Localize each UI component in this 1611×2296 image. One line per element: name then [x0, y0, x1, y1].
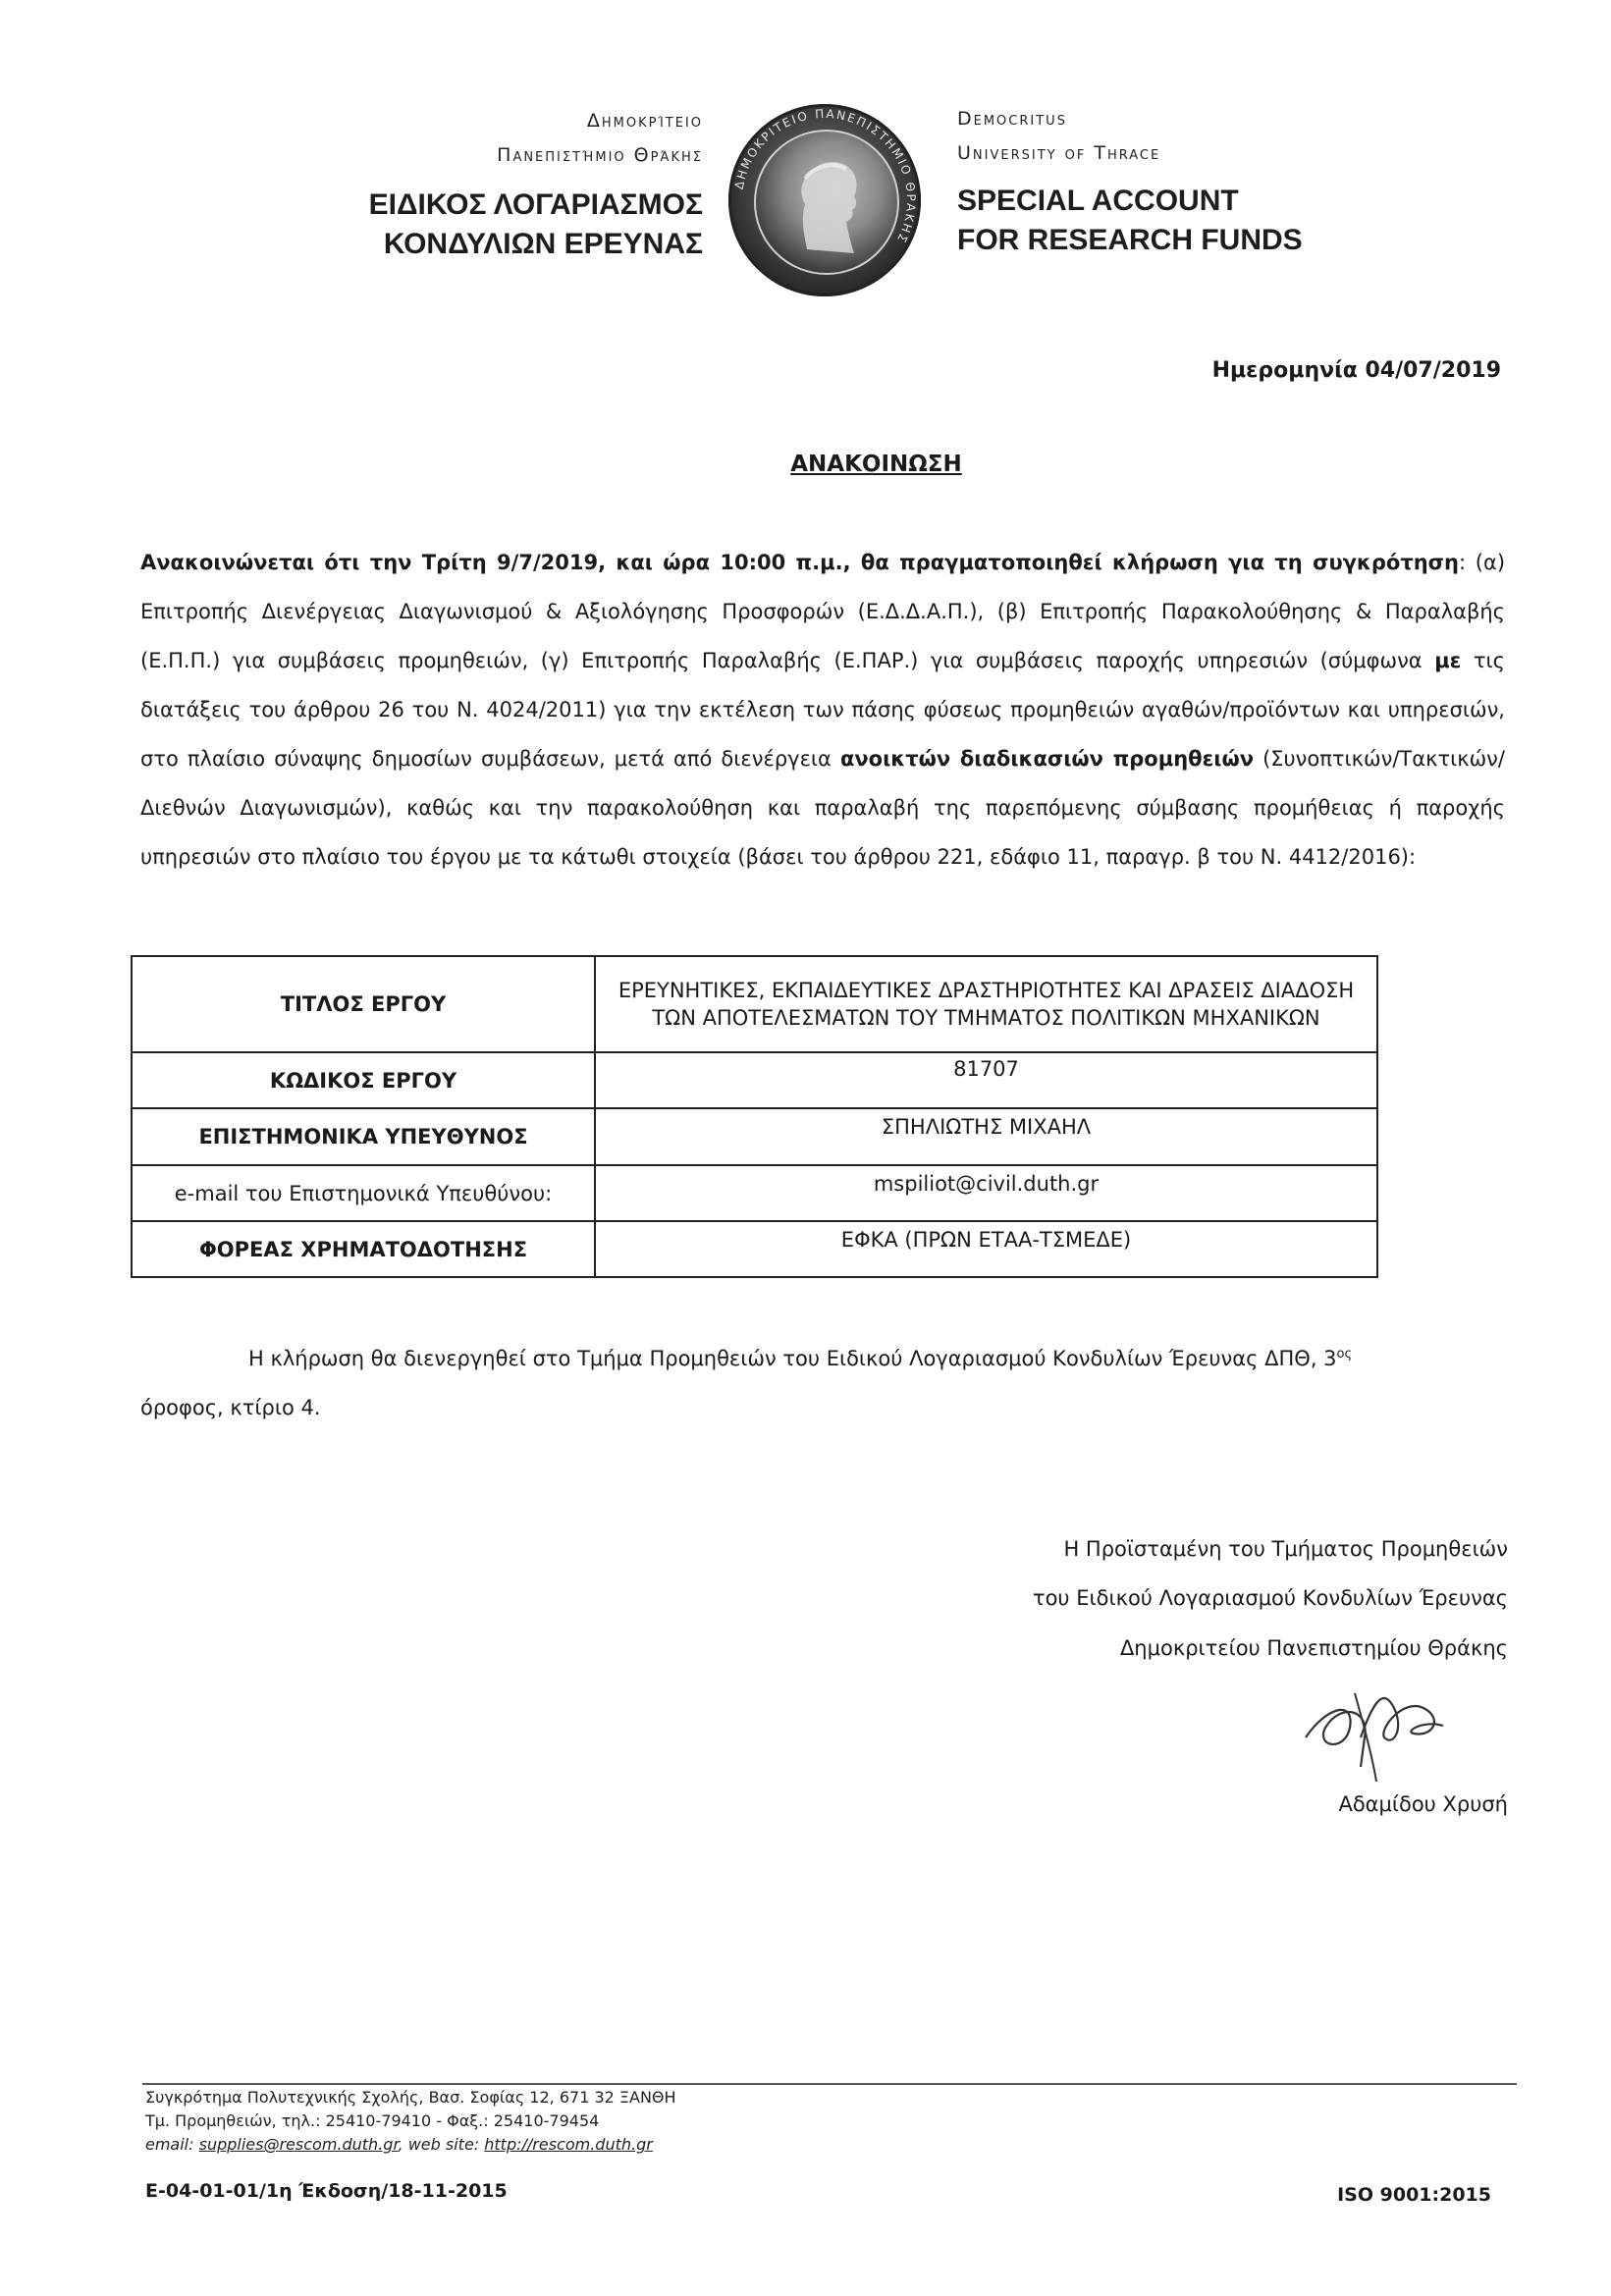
header-gr-line1: Δημοκρίτειο — [586, 110, 703, 132]
header-gr-line3: ΕΙΔΙΚΟΣ ΛΟΓΑΡΙΑΣΜΟΣ — [368, 188, 703, 221]
table-row — [132, 1165, 1377, 1221]
table-row — [132, 1108, 1377, 1165]
footer-email-label: email: — [145, 2135, 199, 2154]
row-value-funding: ΕΦΚΑ (ΠΡΩΝ ΕΤΑΑ-ΤΣΜΕΔΕ) — [595, 1221, 1377, 1277]
seal-portrait — [754, 130, 899, 275]
announcement-paragraph — [140, 538, 1505, 881]
header-en-line3: SPECIAL ACCOUNT — [957, 185, 1239, 217]
footer-contact — [145, 2134, 653, 2156]
header-gr-line4: ΚΟΝΔΥΛΙΩΝ ΕΡΕΥΝΑΣ — [383, 228, 703, 260]
footer-phone: Τμ. Προμηθειών, τηλ.: 25410-79410 - Φαξ.: 25410-79454 — [145, 2111, 600, 2130]
row-value-code: 81707 — [595, 1052, 1377, 1108]
header-gr-line2: Πανεπιστήμιο Θράκης — [497, 144, 703, 166]
row-label-funding: ΦΟΡΕΑΣ ΧΡΗΜΑΤΟΔΟΤΗΣΗΣ — [132, 1221, 595, 1277]
header-en-line1: Democritus — [957, 108, 1067, 130]
table-row — [132, 956, 1377, 1052]
row-value-email: mspiliot@civil.duth.gr — [595, 1165, 1377, 1221]
footer-divider — [142, 2083, 1517, 2085]
table-row — [132, 1221, 1377, 1277]
table-row — [132, 1052, 1377, 1108]
paragraph-text-b: τις διατάξεις του άρθρου 26 του Ν. 4024/2011) για την εκτέλεση των πάσης φύσεως προμηθειών αγαθών/προϊόντων και υπηρεσιών, στο πλαίσιο σύναψης δημοσίων συμβάσεων, μετά από διενέργεια — [140, 649, 1505, 771]
footer-web-label: , web site: — [398, 2135, 485, 2154]
location-paragraph — [140, 1330, 1510, 1432]
paragraph-bold-c: ανοικτών διαδικασιών προμηθειών — [839, 747, 1254, 771]
signature-line3: Δημοκριτείου Πανεπιστημίου Θράκης — [1119, 1636, 1508, 1660]
paragraph-bold-b: με — [1434, 649, 1462, 672]
portrait-icon — [756, 132, 897, 273]
location-text: Η κλήρωση θα διενεργηθεί στο Τμήμα Προμηθειών του Ειδικού Λογαριασμού Κονδυλίων Έρευνας ΔΠΘ, 3 — [248, 1347, 1337, 1370]
footer-email-link[interactable]: supplies@rescom.duth.gr — [198, 2135, 399, 2154]
paragraph-bold-a: Ανακοινώνεται ότι την Τρίτη 9/7/2019, και ώρα 10:00 π.μ., θα πραγματοποιηθεί κλήρωση για τη συγκρότηση — [140, 551, 1459, 574]
location-sup: ος — [1336, 1347, 1353, 1362]
row-value-title: ΕΡΕΥΝΗΤΙΚΕΣ, ΕΚΠΑΙΔΕΥΤΙΚΕΣ ΔΡΑΣΤΗΡΙΟΤΗΤΕΣ ΚΑΙ ΔΡΑΣΕΙΣ ΔΙΑΔΟΣΗ ΤΩΝ ΑΠΟΤΕΛΕΣΜΑΤΩΝ ΤΟΥ ΤΜΗΜΑΤΟΣ ΠΟΛΙΤΙΚΩΝ ΜΗΧΑΝΙΚΩΝ — [595, 956, 1377, 1052]
footer-address: Συγκρότημα Πολυτεχνικής Σχολής, Βασ. Σοφίας 12, 671 32 ΞΑΝΘΗ — [145, 2088, 676, 2107]
header-en-line2: University of Thrace — [957, 142, 1161, 164]
paragraph-text-c: (Συνοπτικών/Τακτικών/Διεθνών Διαγωνισμών), καθώς και την παρακολούθηση και παραλαβή της παρεπόμενης σύμβασης προμήθειας ή παροχής υπηρεσιών στο πλαίσιο του έργου με τα κάτωθι στοιχεία (βάσει του άρθρου 221, εδάφιο 11, παραγρ. β του Ν. 4412/2016): — [140, 747, 1505, 869]
location-end: όροφος, κτίριο 4. — [140, 1396, 321, 1419]
row-label-supervisor: ΕΠΙΣΤΗΜΟΝΙΚΑ ΥΠΕΥΘΥΝΟΣ — [132, 1108, 595, 1165]
row-label-code: ΚΩΔΙΚΟΣ ΕΡΓΟΥ — [132, 1052, 595, 1108]
footer-iso: ISO 9001:2015 — [1337, 2184, 1491, 2206]
footer-document-code: Ε-04-01-01/1η Έκδοση/18-11-2015 — [145, 2180, 508, 2202]
row-label-email: e-mail του Επιστημονικά Υπευθύνου: — [132, 1165, 595, 1221]
handwritten-signature — [1296, 1669, 1473, 1787]
row-value-supervisor: ΣΠΗΛΙΩΤΗΣ ΜΙΧΑΗΛ — [595, 1108, 1377, 1165]
row-label-title: ΤΙΤΛΟΣ ΕΡΓΟΥ — [132, 956, 595, 1052]
document-title: ΑΝΑΚΟΙΝΩΣΗ — [790, 452, 962, 477]
university-seal-logo — [728, 104, 921, 296]
signature-line1: Η Προϊσταμένη του Τμήματος Προμηθειών — [1063, 1537, 1508, 1561]
paragraph-text-a: : (α) Επιτροπής Διενέργειας Διαγωνισμού & Αξιολόγησης Προσφορών (Ε.Δ.Δ.Α.Π.), (β) Επιτροπής Παρακολούθησης & Παραλαβής (Ε.Π.Π.) για συμβάσεις προμηθειών, (γ) Επιτροπής Παραλαβής (Ε.ΠΑΡ.) για συμβάσεις παροχής υπηρεσιών (σύμφωνα — [140, 551, 1506, 672]
header-en-line4: FOR RESEARCH FUNDS — [957, 224, 1303, 256]
seal-text: ΔΗΜΟΚΡΙΤΕΙΟ ΠΑΝΕΠΙΣΤΗΜΙΟ ΘΡΑΚΗΣ — [731, 106, 919, 246]
document-date: Ημερομηνία 04/07/2019 — [1211, 358, 1501, 383]
footer-web-link[interactable]: http://rescom.duth.gr — [484, 2135, 653, 2154]
project-info-table — [131, 955, 1378, 1278]
signature-line2: του Ειδικού Λογαριασμού Κονδυλίων Έρευνας — [1032, 1586, 1508, 1610]
signature-name: Αδαμίδου Χρυσή — [1338, 1792, 1508, 1816]
